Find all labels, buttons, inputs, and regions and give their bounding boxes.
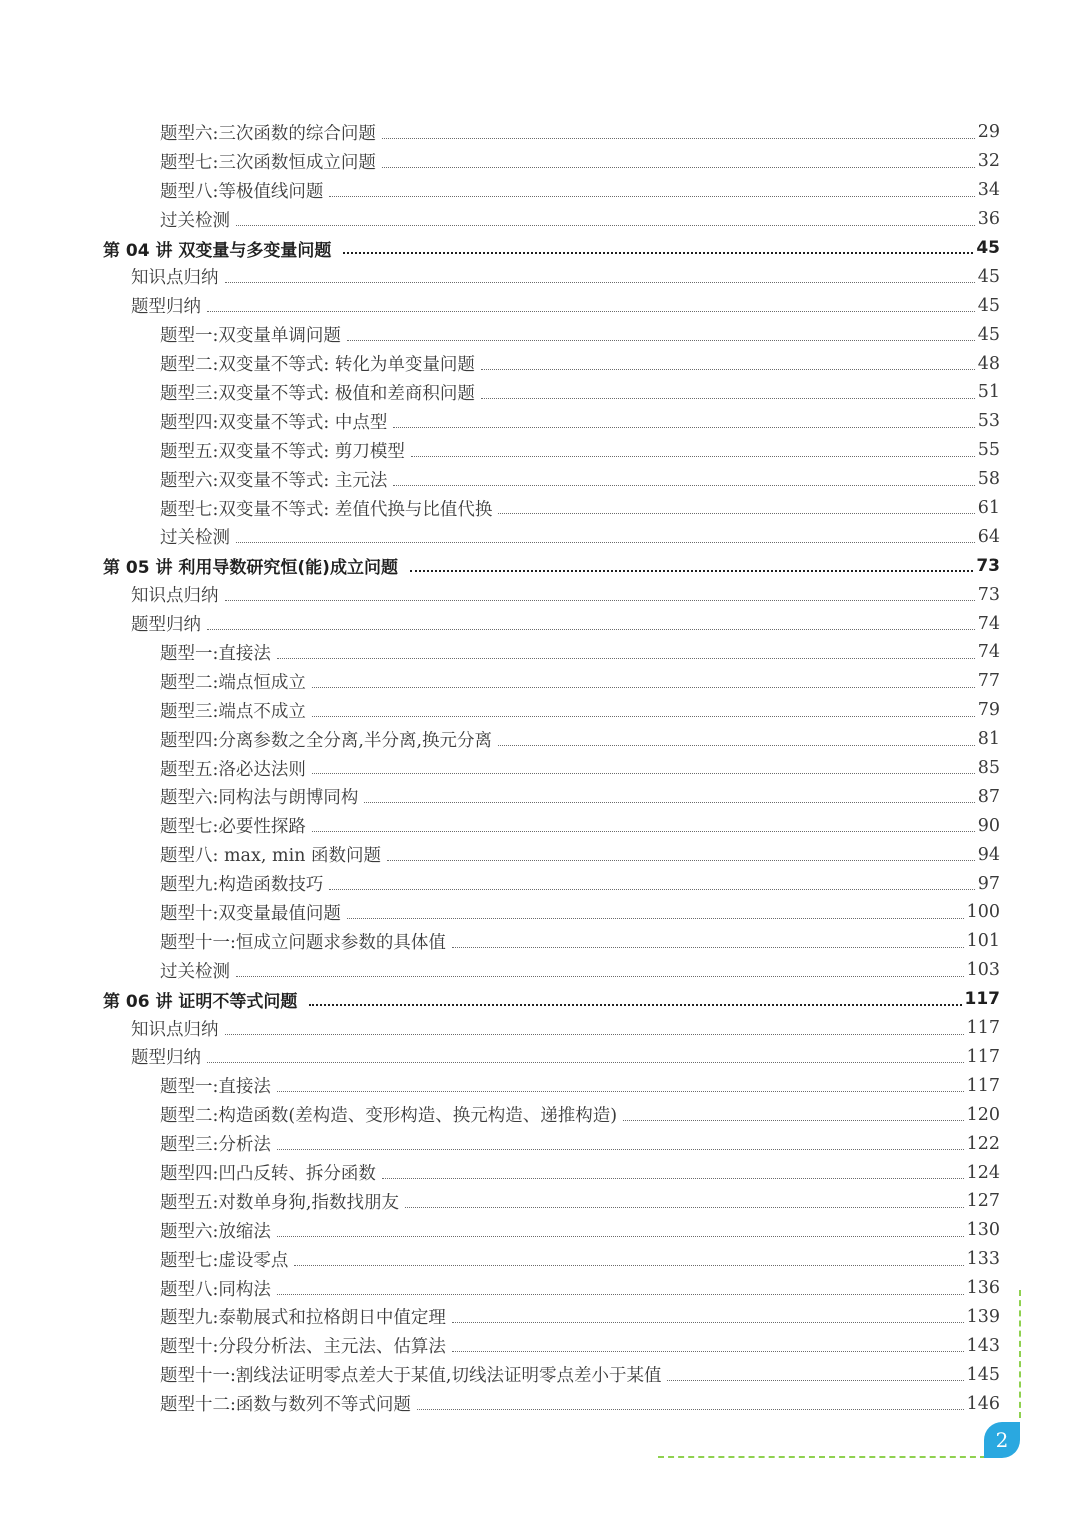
toc-subsection-entry[interactable] [0, 782, 1080, 811]
dot-leader [312, 686, 975, 688]
toc-entry-title: 题型二:端点恒成立 [160, 672, 306, 693]
toc-subsection-entry[interactable] [0, 465, 1080, 494]
dot-leader [481, 368, 975, 370]
toc-entry-title: 第 06 讲 证明不等式问题 [103, 991, 298, 1012]
toc-subsection-entry[interactable] [0, 176, 1080, 205]
toc-subsection-entry[interactable] [0, 898, 1080, 927]
toc-entry-title: 题型一:直接法 [160, 643, 271, 664]
dot-leader [393, 426, 974, 428]
dot-leader [312, 772, 975, 774]
dot-leader [236, 541, 975, 543]
toc-entry-page-number: 29 [977, 122, 1000, 143]
toc-subsection-entry[interactable] [0, 1360, 1080, 1389]
dot-leader [312, 715, 975, 717]
toc-subsection-entry[interactable] [0, 956, 1080, 985]
toc-subsection-entry[interactable] [0, 349, 1080, 378]
toc-entry-page-number: 45 [977, 324, 1000, 345]
dot-leader [364, 801, 974, 803]
toc-entry-page-number: 45 [977, 266, 1000, 287]
dot-leader [498, 512, 974, 514]
toc-entry-title: 第 04 讲 双变量与多变量问题 [103, 240, 332, 261]
dot-leader [452, 946, 964, 948]
toc-subsection-entry[interactable] [0, 1303, 1080, 1332]
dot-leader [277, 1148, 964, 1150]
toc-entry-title: 题型五:对数单身狗,指数找朋友 [160, 1192, 399, 1213]
toc-entry-page-number: 100 [966, 902, 1000, 923]
toc-entry-page-number: 94 [977, 844, 1000, 865]
toc-subsection-entry[interactable] [0, 1071, 1080, 1100]
toc-entry-page-number: 74 [977, 642, 1000, 663]
dot-leader [277, 1293, 964, 1295]
toc-entry-title: 题型三:端点不成立 [160, 701, 306, 722]
toc-subsection-entry[interactable] [0, 407, 1080, 436]
toc-entry-page-number: 145 [966, 1364, 1000, 1385]
toc-entry-title: 知识点归纳 [131, 1019, 219, 1040]
toc-entry-page-number: 53 [977, 411, 1000, 432]
dot-leader [225, 281, 975, 283]
dot-leader [405, 1206, 964, 1208]
toc-entry-title: 题型四:双变量不等式: 中点型 [160, 412, 388, 433]
toc-chapter-entry[interactable] [0, 551, 1080, 580]
toc-entry-title: 题型六:同构法与朗博同构 [160, 788, 359, 809]
toc-subsection-entry[interactable] [0, 522, 1080, 551]
dot-leader [417, 1408, 964, 1410]
toc-entry-title: 题型一:双变量单调问题 [160, 326, 341, 347]
toc-subsection-entry[interactable] [0, 1389, 1080, 1418]
dot-leader [329, 195, 974, 197]
toc-entry-title: 题型十:分段分析法、主元法、估算法 [160, 1337, 446, 1358]
toc-entry-title: 题型七:双变量不等式: 差值代换与比值代换 [160, 499, 493, 520]
toc-subsection-entry[interactable] [0, 667, 1080, 696]
toc-section-entry[interactable] [0, 609, 1080, 638]
toc-entry-page-number: 97 [977, 873, 1000, 894]
toc-subsection-entry[interactable] [0, 1331, 1080, 1360]
toc-entry-page-number: 73 [976, 555, 1000, 576]
toc-entry-page-number: 85 [977, 758, 1000, 779]
toc-entry-title: 题型五:双变量不等式: 剪刀模型 [160, 441, 405, 462]
dot-leader [393, 484, 974, 486]
toc-subsection-entry[interactable] [0, 725, 1080, 754]
toc-entry-page-number: 133 [966, 1249, 1000, 1270]
dot-leader [277, 1090, 964, 1092]
toc-section-entry[interactable] [0, 1014, 1080, 1043]
dot-leader [329, 888, 974, 890]
toc-entry-title: 题型二:双变量不等式: 转化为单变量问题 [160, 355, 475, 376]
toc-entry-page-number: 58 [977, 469, 1000, 490]
table-of-contents [0, 118, 1080, 1418]
dot-leader [207, 310, 975, 312]
toc-entry-title: 题型二:构造函数(差构造、变形构造、换元构造、递推构造) [160, 1106, 618, 1127]
toc-subsection-entry[interactable] [0, 378, 1080, 407]
toc-subsection-entry[interactable] [0, 696, 1080, 725]
toc-subsection-entry[interactable] [0, 436, 1080, 465]
toc-entry-title: 题型十:双变量最值问题 [160, 903, 341, 924]
toc-subsection-entry[interactable] [0, 205, 1080, 234]
toc-entry-page-number: 45 [976, 238, 1000, 258]
dot-leader [236, 224, 975, 226]
toc-entry-page-number: 127 [966, 1191, 1000, 1212]
toc-subsection-entry[interactable] [0, 1245, 1080, 1274]
toc-subsection-entry[interactable] [0, 840, 1080, 869]
toc-subsection-entry[interactable] [0, 1158, 1080, 1187]
dot-leader [382, 137, 975, 139]
toc-entry-page-number: 34 [977, 180, 1000, 201]
toc-subsection-entry[interactable] [0, 1100, 1080, 1129]
toc-section-entry[interactable] [0, 1043, 1080, 1072]
toc-entry-title: 题型十二:函数与数列不等式问题 [160, 1395, 411, 1416]
dot-leader [347, 917, 964, 919]
toc-entry-title: 题型六:放缩法 [160, 1221, 271, 1242]
toc-entry-title: 题型九:泰勒展式和拉格朗日中值定理 [160, 1308, 446, 1329]
toc-entry-page-number: 130 [966, 1220, 1000, 1241]
toc-entry-title: 题型九:构造函数技巧 [160, 875, 324, 896]
dot-leader [382, 166, 975, 168]
toc-entry-title: 知识点归纳 [131, 268, 219, 289]
toc-entry-page-number: 90 [977, 815, 1000, 836]
toc-entry-page-number: 122 [966, 1133, 1000, 1154]
toc-entry-title: 题型八:同构法 [160, 1279, 271, 1300]
toc-entry-page-number: 87 [977, 786, 1000, 807]
dot-leader [207, 1061, 964, 1063]
toc-entry-page-number: 45 [977, 295, 1000, 316]
toc-subsection-entry[interactable] [0, 147, 1080, 176]
toc-entry-title: 题型一:直接法 [160, 1077, 271, 1098]
toc-entry-page-number: 79 [977, 700, 1000, 721]
dot-leader [236, 975, 964, 977]
dot-leader [387, 859, 975, 861]
toc-entry-title: 题型八: max, min 函数问题 [160, 846, 382, 867]
toc-entry-page-number: 117 [966, 1046, 1000, 1067]
dot-leader [225, 599, 975, 601]
dot-leader [343, 251, 973, 254]
toc-entry-title: 题型六:三次函数的综合问题 [160, 123, 376, 144]
dot-leader [225, 1033, 964, 1035]
dot-leader [277, 657, 975, 659]
toc-entry-title: 题型十一:割线法证明零点差大于某值,切线法证明零点差小于某值 [160, 1366, 662, 1387]
toc-subsection-entry[interactable] [0, 811, 1080, 840]
dot-leader [309, 1003, 961, 1006]
toc-entry-title: 题型三:双变量不等式: 极值和差商积问题 [160, 383, 475, 404]
toc-entry-title: 题型八:等极值线问题 [160, 181, 324, 202]
toc-entry-page-number: 101 [966, 931, 1000, 952]
toc-entry-page-number: 36 [977, 209, 1000, 230]
toc-entry-title: 题型四:凹凸反转、拆分函数 [160, 1164, 376, 1184]
dot-leader [312, 830, 975, 832]
toc-entry-page-number: 117 [964, 989, 1000, 1010]
toc-subsection-entry[interactable] [0, 927, 1080, 956]
toc-entry-page-number: 64 [977, 526, 1000, 547]
toc-entry-page-number: 48 [977, 353, 1000, 374]
toc-entry-page-number: 136 [966, 1278, 1000, 1299]
toc-subsection-entry[interactable] [0, 754, 1080, 783]
toc-section-entry[interactable] [0, 580, 1080, 609]
toc-entry-title: 题型三:分析法 [160, 1135, 271, 1156]
dot-leader [410, 569, 973, 572]
toc-entry-page-number: 74 [977, 613, 1000, 634]
dot-leader [498, 744, 975, 746]
toc-entry-title: 知识点归纳 [131, 586, 219, 607]
toc-entry-page-number: 73 [977, 584, 1000, 605]
dot-leader [382, 1177, 964, 1179]
toc-subsection-entry[interactable] [0, 320, 1080, 349]
toc-entry-title: 过关检测 [160, 528, 230, 549]
toc-entry-title: 题型七:三次函数恒成立问题 [160, 152, 376, 173]
toc-section-entry[interactable] [0, 262, 1080, 291]
toc-subsection-entry[interactable] [0, 494, 1080, 523]
toc-entry-title: 题型归纳 [131, 615, 201, 636]
toc-subsection-entry[interactable] [0, 1129, 1080, 1158]
toc-entry-page-number: 139 [966, 1306, 1000, 1327]
toc-section-entry[interactable] [0, 291, 1080, 320]
decorative-dashed-line-vertical [1019, 1290, 1021, 1418]
toc-subsection-entry[interactable] [0, 1216, 1080, 1245]
toc-entry-page-number: 32 [977, 151, 1000, 172]
dot-leader [347, 339, 975, 341]
toc-entry-title: 题型七:虚设零点 [160, 1250, 289, 1271]
toc-entry-page-number: 61 [977, 498, 1000, 519]
toc-entry-page-number: 81 [977, 729, 1000, 750]
dot-leader [411, 455, 975, 457]
toc-entry-title: 过关检测 [160, 961, 230, 982]
toc-chapter-entry[interactable] [0, 234, 1080, 263]
toc-entry-title: 题型十一:恒成立问题求参数的具体值 [160, 932, 446, 953]
toc-subsection-entry[interactable] [0, 118, 1080, 147]
dot-leader [623, 1119, 964, 1121]
dot-leader [207, 628, 975, 630]
toc-entry-title: 题型归纳 [131, 1048, 201, 1069]
toc-entry-title: 第 05 讲 利用导数研究恒(能)成立问题 [103, 558, 398, 579]
toc-entry-page-number: 77 [977, 671, 1000, 692]
toc-subsection-entry[interactable] [0, 869, 1080, 898]
page-number-badge: 2 [984, 1422, 1020, 1458]
toc-entry-page-number: 117 [966, 1018, 1000, 1039]
toc-subsection-entry[interactable] [0, 638, 1080, 667]
toc-entry-title: 题型六:双变量不等式: 主元法 [160, 470, 388, 491]
toc-entry-page-number: 117 [966, 1075, 1000, 1096]
toc-entry-page-number: 146 [966, 1393, 1000, 1414]
dot-leader [481, 397, 975, 399]
toc-entry-page-number: 55 [977, 440, 1000, 461]
toc-entry-title: 题型四:分离参数之全分离,半分离,换元分离 [160, 730, 493, 751]
toc-entry-page-number: 51 [977, 382, 1000, 403]
decorative-dashed-line-horizontal [658, 1456, 986, 1458]
toc-entry-title: 题型七:必要性探路 [160, 817, 306, 838]
toc-entry-title: 题型归纳 [131, 297, 201, 318]
dot-leader [277, 1235, 964, 1237]
toc-subsection-entry[interactable] [0, 1274, 1080, 1303]
dot-leader [452, 1321, 964, 1323]
dot-leader [294, 1264, 963, 1266]
toc-subsection-entry[interactable] [0, 1187, 1080, 1216]
toc-entry-page-number: 103 [966, 960, 1000, 981]
toc-entry-title: 过关检测 [160, 210, 230, 231]
toc-entry-page-number: 120 [966, 1104, 1000, 1125]
toc-entry-title: 题型五:洛必达法则 [160, 759, 306, 780]
toc-chapter-entry[interactable] [0, 985, 1080, 1014]
dot-leader [667, 1379, 963, 1381]
toc-entry-page-number: 124 [966, 1162, 1000, 1183]
dot-leader [452, 1350, 964, 1352]
toc-entry-page-number: 143 [966, 1335, 1000, 1356]
